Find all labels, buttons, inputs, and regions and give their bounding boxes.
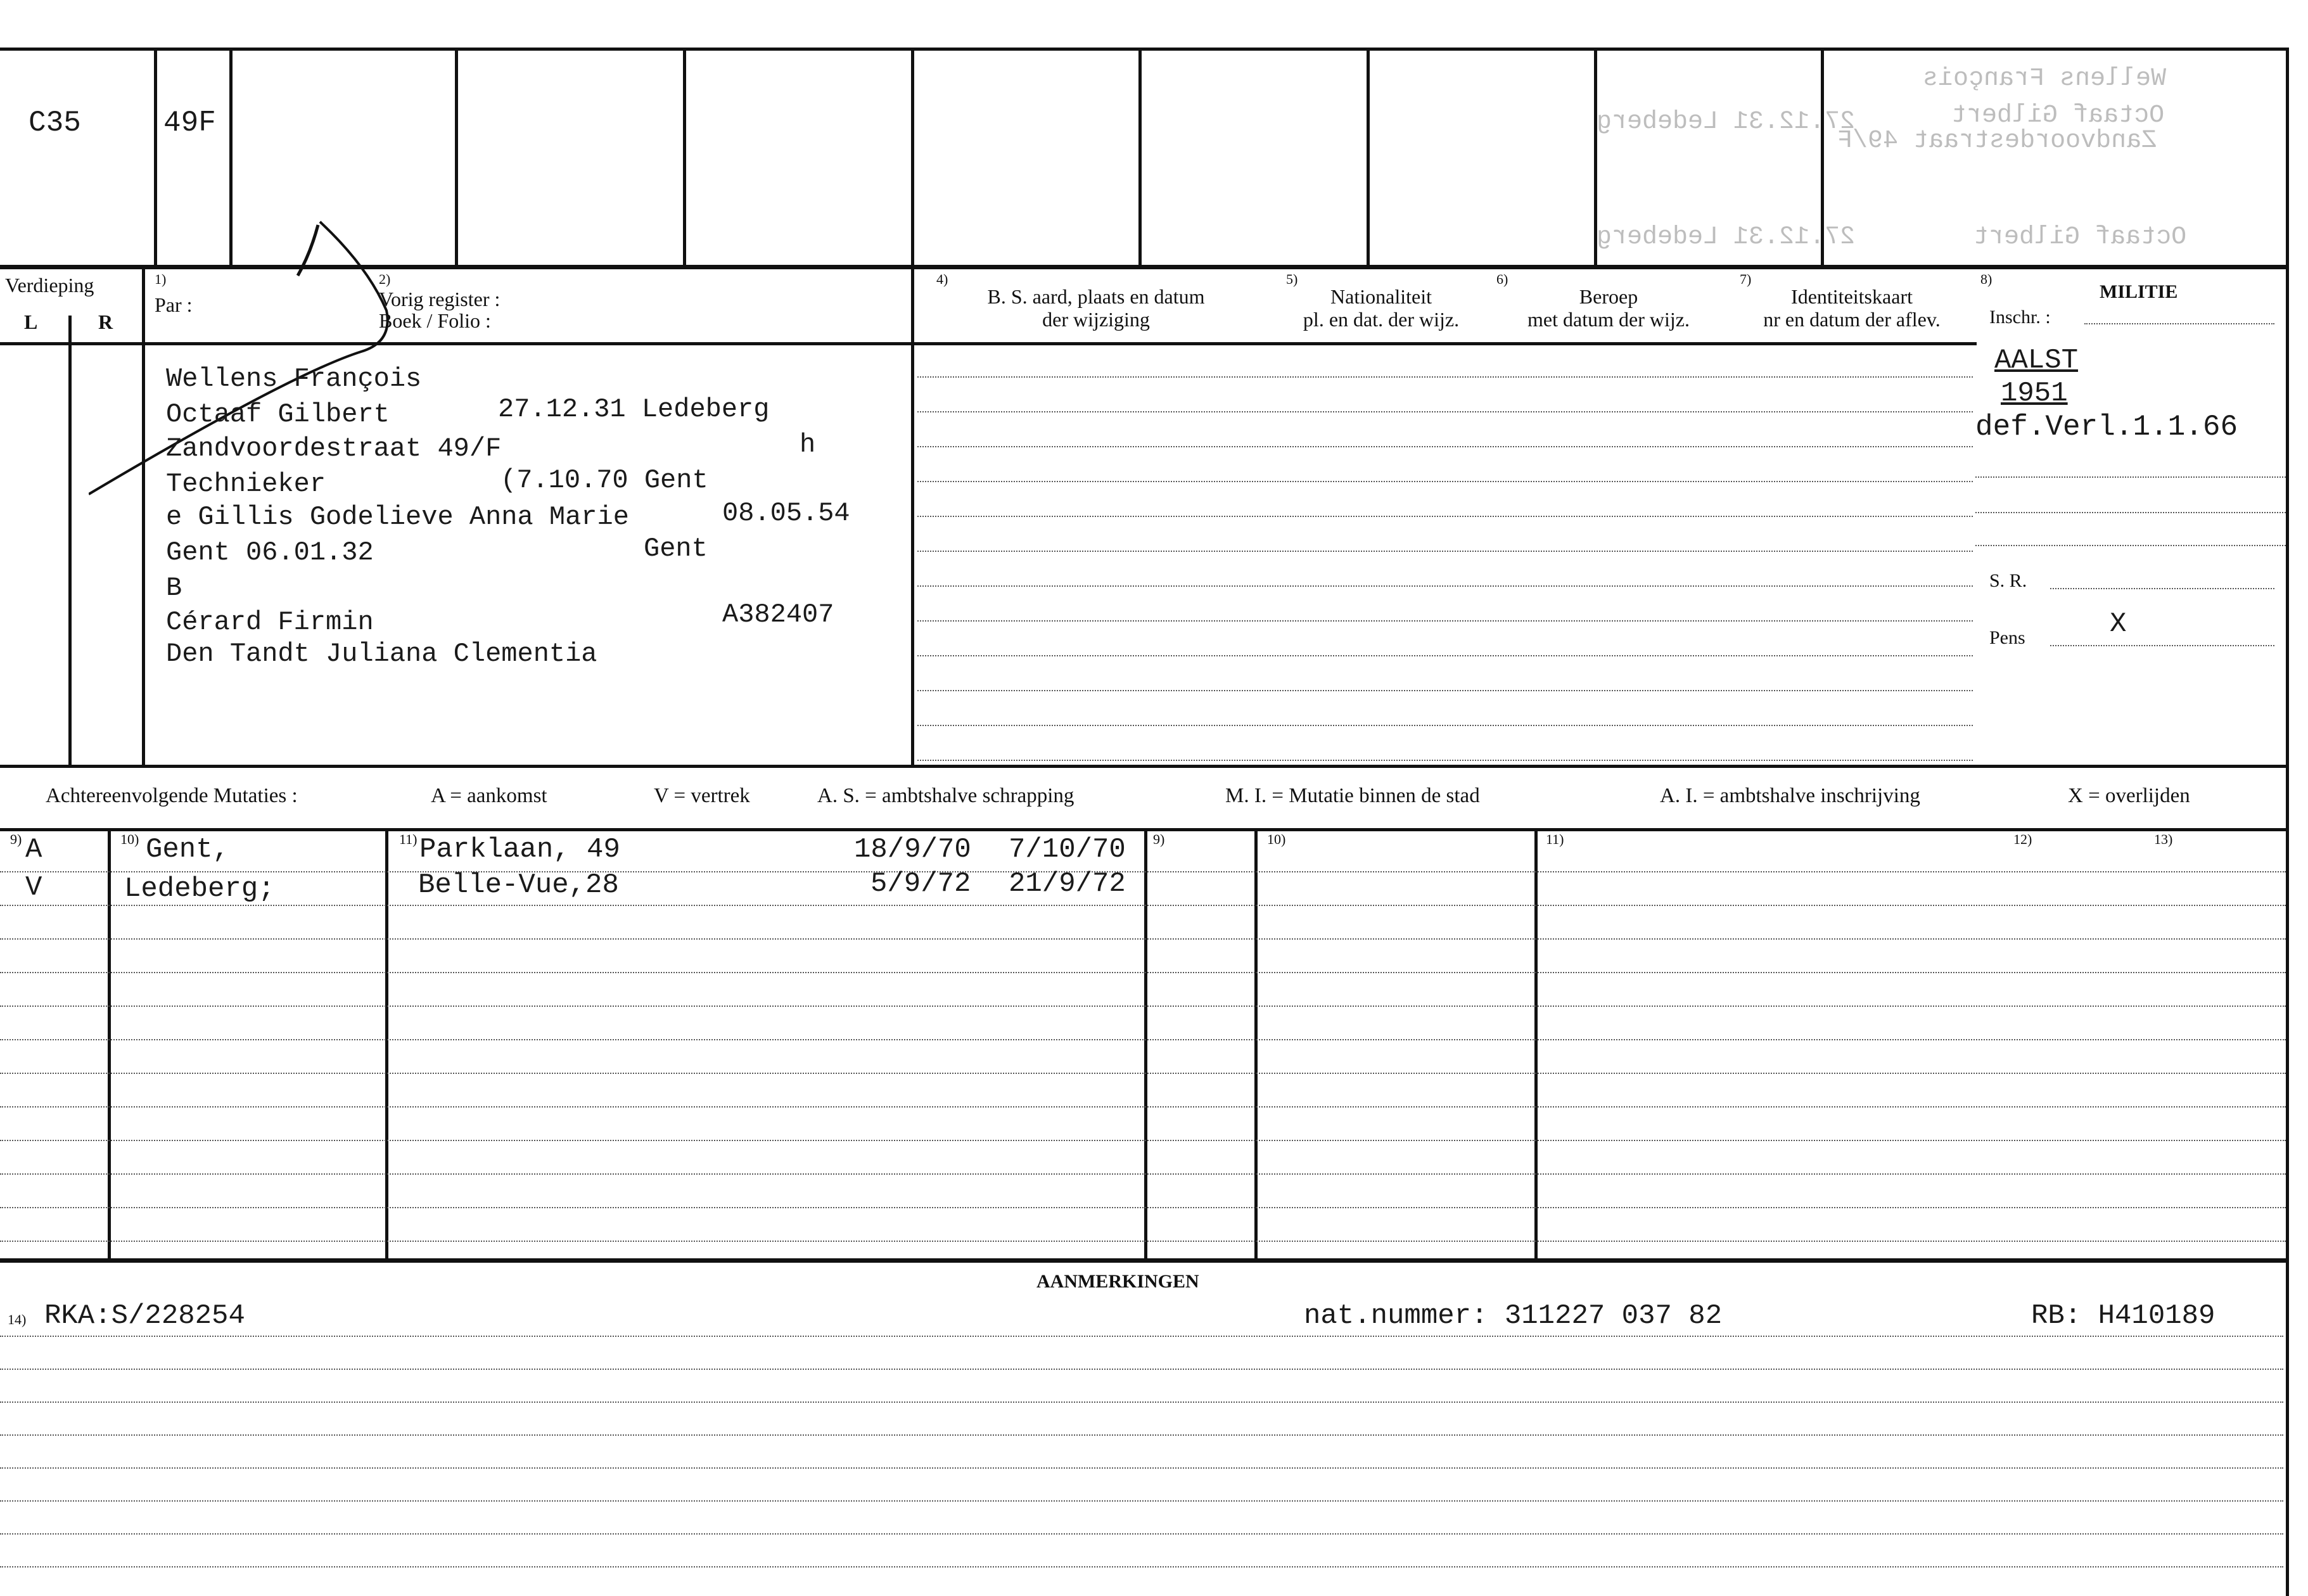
change-row-line	[917, 725, 1973, 726]
mut-col-line	[1254, 830, 1258, 1261]
top-col-line-thin	[0, 681, 2, 733]
top-col-line	[911, 48, 914, 266]
mut-num-10b: 10)	[1267, 831, 1286, 847]
mirrored-birth-2: 27.12.31 Ledeberg	[1597, 223, 1856, 252]
beroep-header: Beroep met datum der wijz.	[1527, 285, 1690, 331]
top-col-line-thin	[0, 58, 2, 110]
mut-num-13: 13)	[2154, 831, 2173, 847]
militie-place: AALST	[1994, 345, 2079, 376]
top-col-line-thin	[0, 162, 2, 214]
mutation-row-line	[0, 1173, 2286, 1175]
mut-num-11: 11)	[399, 831, 418, 847]
person-spouse-birth: Gent 06.01.32	[166, 537, 374, 568]
top-col-line-thin	[0, 837, 2, 1002]
identiteitskaart-header: Identiteitskaart nr en datum der aflev.	[1763, 285, 1941, 331]
col4-number: 4)	[936, 271, 948, 287]
remarks-rb: RB: H410189	[2031, 1300, 2216, 1332]
person-firstnames: Octaaf Gilbert	[166, 399, 390, 430]
inschr-line	[2084, 323, 2274, 324]
remark-row-line	[0, 1467, 2283, 1469]
pens-mark: X	[2110, 608, 2127, 640]
person-bottom-rule	[0, 765, 2289, 768]
remarks-title: AANMERKINGEN	[1036, 1271, 1199, 1292]
legend-a: A = aankomst	[431, 784, 547, 807]
top-col-line	[1367, 48, 1370, 266]
top-col-line-thin	[0, 525, 2, 577]
pens-label: Pens	[1989, 627, 2025, 648]
mutation-address: Belle-Vue,28	[418, 869, 619, 901]
mutation-row-line	[0, 1005, 2286, 1007]
mutation-date-registered: 7/10/70	[1009, 834, 1126, 865]
mutation-row-line	[0, 1039, 2286, 1040]
mutation-city: Gent,	[146, 834, 230, 865]
militie-year: 1951	[2001, 378, 2068, 409]
militie-line	[1975, 476, 2286, 478]
mutation-row-line	[0, 972, 2286, 973]
mirrored-firstname-2: Octaaf Gilbert	[1973, 223, 2187, 252]
person-profession: Technieker	[166, 469, 326, 499]
mut-col-line	[108, 830, 111, 1261]
top-cell-house: 49F	[163, 106, 216, 139]
top-col-line-thin	[0, 629, 2, 681]
mutation-date-arrival: 5/9/72	[870, 868, 971, 900]
mirrored-name: Wellens François	[1923, 65, 2167, 93]
top-border	[0, 48, 2289, 51]
mirrored-birth: 27.12.31 Ledeberg	[1597, 108, 1856, 136]
col1-number: 1)	[155, 271, 167, 287]
change-row-line	[917, 551, 1973, 552]
legend-x: X = overlijden	[2068, 784, 2190, 807]
change-row-line	[917, 585, 1973, 587]
mutation-type: V	[25, 872, 42, 903]
top-col-line-thin	[0, 369, 2, 421]
col-line-verdieping	[68, 316, 72, 767]
col-line-par	[0, 1002, 2, 1071]
remark-row-line	[0, 1533, 2283, 1535]
mutation-row-line	[0, 1106, 2286, 1108]
remarks-national-number: nat.nummer: 311227 037 82	[1304, 1300, 1723, 1332]
mutation-date-arrival: 18/9/70	[854, 834, 971, 865]
legend-ai: A. I. = ambtshalve inschrijving	[1660, 784, 1920, 807]
top-col-line	[683, 48, 686, 266]
sr-line	[2050, 588, 2274, 589]
col8-number: 8)	[1980, 271, 1992, 287]
top-col-line-thin	[0, 265, 2, 317]
col5-number: 5)	[1286, 271, 1298, 287]
militie-verlof: def.Verl.1.1.66	[1975, 411, 2238, 444]
mutation-row-line	[0, 871, 2286, 872]
remarks-number: 14)	[8, 1312, 27, 1327]
person-spouse-place: Gent	[644, 533, 708, 564]
change-row-line	[917, 376, 1973, 378]
change-row-line	[917, 481, 1973, 482]
top-cell-code: C35	[29, 106, 81, 139]
person-surname: Wellens François	[166, 364, 422, 394]
remark-row-line	[0, 1566, 2283, 1567]
mut-col-line	[1534, 830, 1538, 1261]
remark-row-line	[0, 1336, 2283, 1337]
remark-row-line	[0, 1401, 2283, 1403]
mut-num-11b: 11)	[1546, 831, 1564, 847]
person-birth: 27.12.31 Ledeberg	[498, 394, 770, 425]
person-spouse: e Gillis Godelieve Anna Marie	[166, 502, 629, 532]
person-address: Zandvoordestraat 49/F	[166, 433, 502, 464]
change-row-line	[917, 411, 1973, 412]
change-row-line	[917, 516, 1973, 517]
remark-row-line	[0, 1434, 2283, 1436]
inschr-label: Inschr. :	[1989, 307, 2051, 328]
col2-number: 2)	[379, 271, 391, 287]
mutation-date-registered: 21/9/72	[1009, 868, 1126, 900]
militie-title: MILITIE	[2100, 281, 2178, 302]
change-row-line	[917, 620, 1973, 622]
mutation-row-line	[0, 1073, 2286, 1074]
person-id-number: A382407	[722, 599, 834, 630]
person-marriage-date: 08.05.54	[722, 498, 850, 528]
mut-col-line	[1144, 830, 1147, 1261]
col6-number: 6)	[1496, 271, 1508, 287]
col7-number: 7)	[1740, 271, 1752, 287]
top-col-line	[1138, 48, 1142, 266]
militie-line	[1975, 512, 2286, 513]
change-row-line	[917, 760, 1973, 761]
col-line-bs	[0, 1071, 2, 1572]
change-row-line	[917, 446, 1973, 447]
legend-v: V = vertrek	[654, 784, 750, 807]
top-col-line-thin	[0, 473, 2, 525]
mut-num-9b: 9)	[1153, 831, 1165, 847]
person-mother: Den Tandt Juliana Clementia	[166, 639, 597, 669]
mut-col-line	[385, 830, 388, 1261]
vorig-register-label: Vorig register :	[379, 288, 500, 310]
mutation-row-line	[0, 1207, 2286, 1208]
mutation-row-line	[0, 1241, 2286, 1242]
change-row-line	[917, 655, 1973, 656]
mutation-type: A	[25, 834, 42, 865]
floor-left-label: L	[24, 310, 38, 333]
person-profession-date: (7.10.70 Gent	[500, 465, 708, 495]
mirrored-firstname: Octaaf Gilbert	[1951, 101, 2165, 130]
nationaliteit-header: Nationaliteit pl. en dat. der wijz.	[1303, 285, 1460, 331]
boek-folio-label: Boek / Folio :	[379, 309, 491, 332]
mutation-row-line	[0, 905, 2286, 906]
mutation-row-line	[0, 1140, 2286, 1141]
par-label: Par :	[155, 293, 193, 316]
remark-row-line	[0, 1500, 2283, 1502]
mirrored-street: Zandvoordestraat 49/F	[1837, 127, 2157, 155]
top-col-line-thin	[0, 214, 2, 265]
mutation-address: Parklaan, 49	[419, 834, 620, 865]
mut-num-9: 9)	[10, 831, 22, 847]
legend-as: A. S. = ambtshalve schrapping	[817, 784, 1074, 807]
top-col-line-thin	[0, 110, 2, 162]
mut-num-12: 12)	[2013, 831, 2032, 847]
remarks-rka: RKA:S/228254	[44, 1300, 245, 1332]
mutation-city: Ledeberg;	[124, 873, 275, 905]
top-col-line-thin	[0, 733, 2, 785]
person-father: Cérard Firmin	[166, 607, 374, 637]
militie-line	[1975, 545, 2286, 546]
right-border	[2286, 48, 2289, 1596]
change-row-line	[917, 690, 1973, 691]
bs-header: B. S. aard, plaats en datum der wijziging	[987, 285, 1205, 331]
legend-title: Achtereenvolgende Mutaties :	[46, 784, 298, 807]
pens-line	[2050, 645, 2274, 646]
person-address-mark: h	[800, 430, 816, 460]
top-col-line-thin	[0, 577, 2, 629]
col-line-person	[911, 266, 914, 767]
top-row-divider-3	[0, 4, 2289, 6]
sr-label: S. R.	[1989, 570, 2027, 591]
mut-num-10: 10)	[120, 831, 139, 847]
legend-mi: M. I. = Mutatie binnen de stad	[1225, 784, 1480, 807]
remark-row-line	[0, 1369, 2283, 1370]
top-col-line-thin	[0, 421, 2, 473]
floor-right-label: R	[98, 310, 113, 333]
verdieping-label: Verdieping	[5, 274, 94, 297]
col-line-nat	[0, 1572, 2, 1596]
person-b: B	[166, 573, 182, 603]
mutation-row-line	[0, 938, 2286, 940]
